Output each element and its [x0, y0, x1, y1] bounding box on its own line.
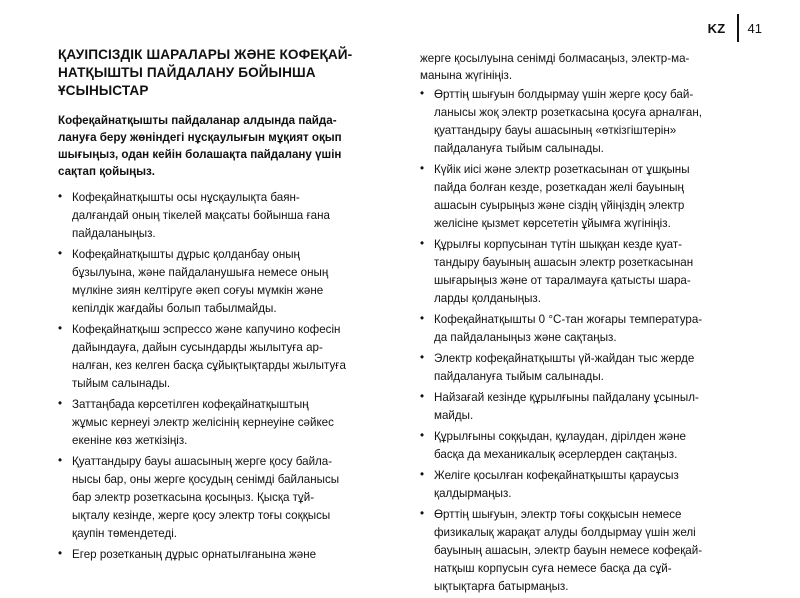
list-item-text: Кофеқайнатқышты дұрыс қолданбау оның бұзылуына, және пайдаланушыға немесе оның мүлкіне зиян келтіруге әкеп соғуы мүмкін және кепілдік жағдайы болып табылмайды. — [72, 248, 329, 315]
list-item — [58, 545, 378, 563]
list-item — [420, 427, 750, 463]
bullet-icon: • — [58, 247, 63, 260]
list-item — [420, 505, 750, 595]
list-item — [58, 245, 378, 317]
list-item — [420, 160, 750, 232]
list-item-text: Егер розетканың дұрыс орнатылғанына және — [72, 548, 317, 561]
bullet-icon: • — [420, 390, 425, 403]
list-item — [420, 349, 750, 385]
left-column — [58, 46, 378, 566]
list-item-text: Заттаңбада көрсетілген кофеқайнатқыштың жұмыс кернеуі электр желісінің кернеуіне сәйкес екеніне көз жеткізіңіз. — [72, 398, 334, 447]
bullet-icon: • — [420, 237, 425, 250]
intro-paragraph: Кофеқайнатқышты пайдаланар алдында пайда- лануға беру жөніндегі нұсқаулығын мұқият оқып шығыңыз, одан кейін болашақта пайдалану үшін сақтап қойыңыз. — [58, 114, 342, 178]
list-item — [420, 388, 750, 424]
list-item-text: Найзағай кезінде құрылғыны пайдалану ұсыныл- майды. — [434, 391, 699, 422]
bullet-icon: • — [420, 312, 425, 325]
list-item — [58, 452, 378, 542]
page-number: 41 — [747, 20, 762, 36]
list-item-text: Қуаттандыру бауы ашасының жерге қосу байла- нысы бар, оны жерге қосудың сенімді байланысы бар электр розеткасына қосыңыз. Қысқа тұй- ықталу кезінде, жерге қосу электр тоғы соққысы қаупін төмендетеді. — [72, 455, 340, 540]
bullet-icon: • — [420, 162, 425, 175]
list-item-text: Кофеқайнатқышты осы нұсқаулықта баян- далғандай оның тікелей мақсаты бойынша ғана пайдаланыңыз. — [72, 191, 330, 240]
page-header — [708, 14, 762, 42]
bullet-icon: • — [420, 87, 425, 100]
list-item-text: Өрттің шығуын болдырмау үшін жерге қосу бай- ланысы жоқ электр розеткасына қосуға арналған, қуаттандыру бауы ашасының «өткізгіштерін» пайдалануға тыйым салынады. — [434, 88, 702, 155]
list-item-text: Құрылғыны соққыдан, құлаудан, дірілден және басқа да механикалық әсерлерден сақтаңыз. — [434, 430, 686, 461]
list-item-text: Кофеқайнатқышты 0 °С-тан жоғары температура- да пайдаланыңыз және сақтаңыз. — [434, 313, 703, 344]
list-item — [58, 188, 378, 242]
bullet-icon: • — [58, 547, 63, 560]
bullet-icon: • — [420, 351, 425, 364]
bullet-icon: • — [58, 454, 63, 467]
continued-paragraph: жерге қосылуына сенімді болмасаңыз, электр-ма- манына жүгініңіз. — [420, 52, 690, 82]
bullet-icon: • — [58, 190, 63, 203]
list-item-text: Күйік иісі және электр розеткасынан от ұшқыны пайда болған кезде, розеткадан желі бауының ашасын суырыңыз және сіздің үйіңіздің электр желісіне қызмет көрсететін ұйымға жүгініңіз. — [434, 163, 690, 230]
safety-list-right — [420, 85, 750, 595]
list-item — [420, 235, 750, 307]
list-item-text: Желіге қосылған кофеқайнатқышты қараусыз қалдырмаңыз. — [434, 469, 679, 500]
list-item — [58, 395, 378, 449]
bullet-icon: • — [58, 322, 63, 335]
section-title: ҚАУІПСІЗДІК ШАРАЛАРЫ ЖӘНЕ КОФЕҚАЙ- НАТҚЫШТЫ ПАЙДАЛАНУ БОЙЫНША ҰСЫНЫСТАР — [58, 47, 353, 98]
list-item — [58, 320, 378, 392]
bullet-icon: • — [420, 507, 425, 520]
safety-list-left — [58, 188, 378, 563]
list-item — [420, 466, 750, 502]
list-item-text: Өрттің шығуын, электр тоғы соққысын немесе физикалық жарақат алуды болдырмау үшін желі бауының ашасын, электр бауын немесе кофеқай- натқыш корпусын суға немесе басқа да сұй- ықтықтарға батырмаңыз. — [434, 508, 703, 593]
right-column — [420, 50, 750, 598]
list-item-text: Құрылғы корпусынан түтін шыққан кезде қуат- тандыру бауының ашасын электр розеткасынан шығарыңыз және от таралмауға қатысты шара- ларды қолданыңыз. — [434, 238, 694, 305]
list-item-text: Кофеқайнатқыш эспрессо және капучино кофесін дайындауға, дайын сусындарды жылытуға ар- налған, кез келген басқа сұйықтықтарды жылытуға тыйым салынады. — [72, 323, 346, 390]
list-item-text: Электр кофеқайнатқышты үй-жайдан тыс жерде пайдалануға тыйым салынады. — [434, 352, 695, 383]
bullet-icon: • — [420, 429, 425, 442]
list-item — [420, 85, 750, 157]
list-item — [420, 310, 750, 346]
bullet-icon: • — [58, 397, 63, 410]
header-divider — [737, 14, 739, 42]
bullet-icon: • — [420, 468, 425, 481]
language-code: KZ — [707, 20, 726, 36]
